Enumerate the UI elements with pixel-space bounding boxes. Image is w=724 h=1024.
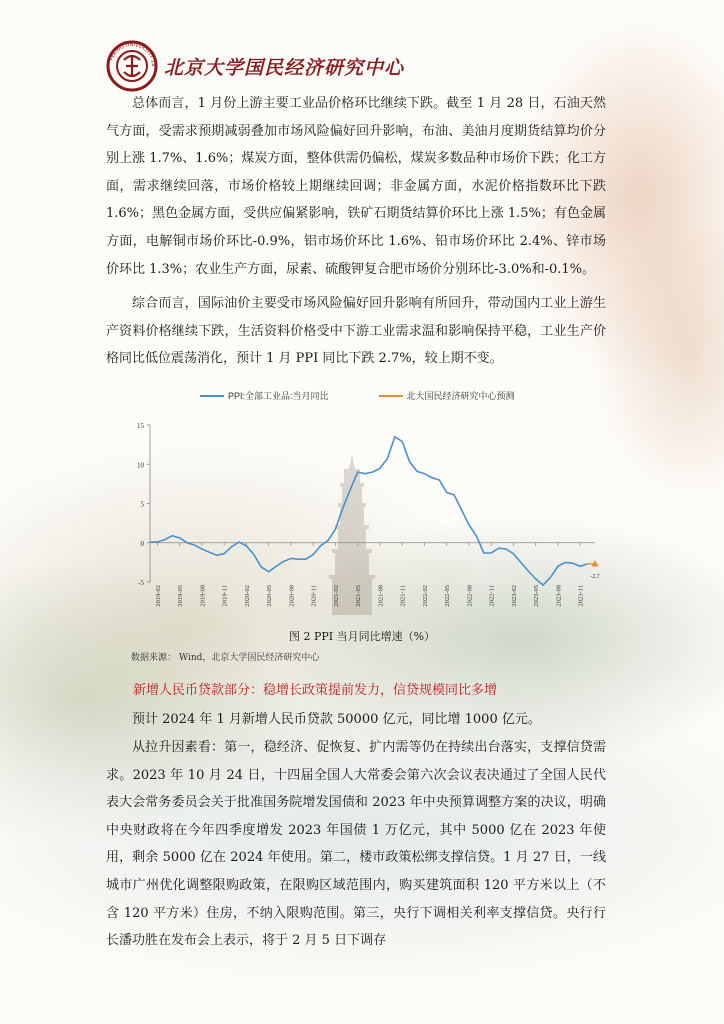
x-tick-label: 2023-08 [555, 585, 563, 607]
y-tick-label: 5 [140, 500, 144, 509]
ppi-series-line [150, 437, 588, 585]
forecast-data-label: -2.7 [590, 573, 600, 580]
x-tick-label: 2020-05 [266, 585, 274, 607]
x-tick-label: 2021-11 [399, 585, 407, 607]
paragraph-loan-drivers: 从拉升因素看：第一，稳经济、促恢复、扩内需等仍在持续出台落实，支撑信贷需求。2023 年 10 月 24 日，十四届全国人大常委会第六次会议表决通过了全国人民代表大会常务委员会关于批准国务院增发国债和 2023 年中央预算调整方案的决议，明确中央财政将在今年四季度增发 2023 年国债 1 万亿元，其中 5000 亿在 2023 年使用，剩余 5000 亿在 2024 年使用。第二，楼市政策松绑支撑信贷。1 月 27 日，一线城市广州优化调整限购政策，在限购区域范围内，购买建筑面积 120 平方米以上（不含 120 平方米）住房，不纳入限购范围。第三，央行下调相关利率支撑信贷。央行行长潘功胜在发布会上表示，将于 2 月 5 日下调存 [106, 740, 606, 949]
x-tick-label: 2022-02 [421, 585, 429, 607]
legend-item-forecast [379, 389, 515, 402]
x-tick-label: 2021-05 [355, 585, 363, 607]
paragraph-ppi-forecast: 综合而言，国际油价主要受市场风险偏好回升影响有所回升，带动国内工业上游生产资料价格继续下跌，生活资料价格受中下游工业需求温和影响保持平稳，工业生产价格同比低位震荡消化，预计 1 月 PPI 同比下跌 2.7%，较上期不变。 [106, 296, 606, 367]
legend-label-forecast: 北大国民经济研究中心预测 [406, 391, 515, 401]
org-title: 北京大学国民经济研究中心 [164, 56, 405, 79]
x-tick-label: 2022-05 [444, 585, 452, 607]
figure-caption: 图 2 PPI 当月同比增速（%） [288, 630, 436, 643]
chart-legend [200, 389, 565, 402]
x-tick-label: 2021-08 [377, 585, 385, 607]
x-tick-label: 2022-11 [488, 585, 496, 607]
paragraph-upstream-prices: 总体而言，1 月份上游主要工业品价格环比继续下跌。截至 1 月 28 日，石油天然气方面，受需求预期减弱叠加市场风险偏好回升影响，布油、美油月度期货结算均价分别上涨 1.7%、1.6%；煤炭方面，整体供需仍偏松，煤炭多数品种市场价下跌；化工方面，需求继续回落，市场价格较上期继续回调；非金属方面，水泥价格指数环比下跌 1.6%；黑色金属方面，受供应偏紧影响，铁矿石期货结算价环比上涨 1.5%；有色金属方面，电解铜市场价环比-0.9%，铝市场价环比 1.6%、铅市场价环比 2.4%、锌市场价环比 1.3%；农业生产方面，尿素、硫酸钾复合肥市场价分别环比-3.0%和-0.1%。 [106, 96, 606, 277]
legend-swatch-ppi [200, 395, 224, 397]
page-header [106, 40, 404, 92]
x-tick-label: 2023-11 [577, 585, 585, 607]
x-tick-label: 2023-02 [510, 585, 518, 607]
paragraph-loan-forecast: 预计 2024 年 1 月新增人民币贷款 50000 亿元，同比增 1000 亿元。 [132, 712, 541, 727]
forecast-point-marker [592, 560, 599, 567]
x-tick-label: 2019-02 [154, 585, 162, 607]
x-tick-label: 2020-02 [243, 585, 251, 607]
x-tick-label: 2022-08 [466, 585, 474, 607]
ppi-line-chart [130, 415, 610, 625]
figure-source: 数据来源： Wind，北京大学国民经济研究中心 [131, 653, 320, 663]
x-tick-label: 2021-02 [332, 585, 340, 607]
y-tick-label: -5 [138, 579, 144, 587]
x-tick-label: 2023-05 [533, 585, 541, 607]
legend-swatch-forecast [379, 395, 403, 397]
legend-item-ppi [200, 389, 329, 402]
x-tick-label: 2019-05 [177, 585, 185, 607]
y-tick-label: 0 [140, 539, 144, 548]
x-tick-label: 2020-08 [288, 585, 296, 607]
section-heading-loans: 新增人民币贷款部分：稳增长政策提前发力，信贷规模同比多增 [133, 683, 498, 698]
y-tick-label: 10 [137, 461, 144, 470]
y-tick-label: 15 [137, 422, 144, 430]
legend-label-ppi: PPI:全部工业品:当月同比 [228, 391, 329, 401]
logo-text: PEKING UNIVERSITY 18 [108, 41, 157, 67]
x-tick-label: 2019-11 [221, 585, 229, 607]
peking-university-logo [106, 40, 158, 92]
x-tick-label: 2019-08 [199, 585, 207, 607]
x-tick-label: 2020-11 [310, 585, 318, 607]
